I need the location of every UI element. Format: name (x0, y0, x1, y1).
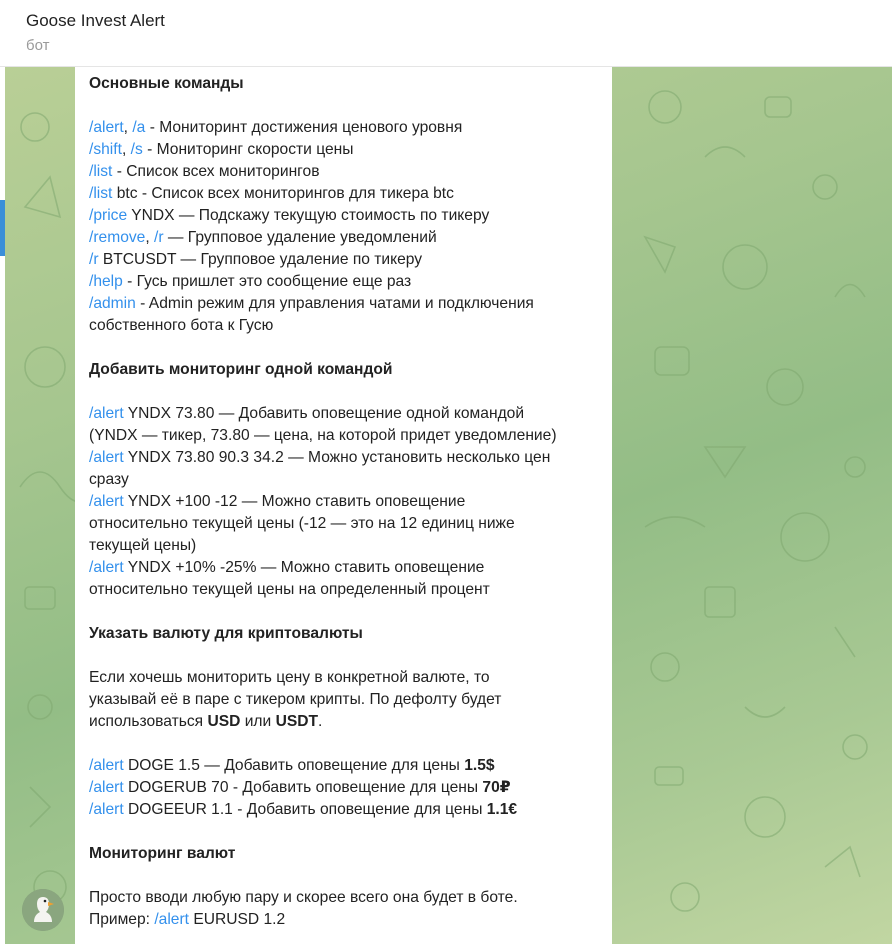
command-line: /list - Список всех мониторингов (89, 163, 320, 180)
command-link[interactable]: /alert (89, 405, 124, 422)
text-line: сразу (89, 471, 129, 488)
text-line: относительно текущей цены (-12 — это на 12 единиц ниже (89, 515, 515, 532)
command-line: /alert, /a - Мониторинт достижения ценового уровня (89, 119, 463, 136)
command-link[interactable]: /shift (89, 141, 122, 158)
command-line: /alert YNDX 73.80 — Добавить оповещение одной командой (89, 405, 525, 422)
command-link[interactable]: /alert (89, 493, 124, 510)
text-line: относительно текущей цены на определенный процент (89, 581, 490, 598)
text-line: Просто вводи любую пару и скорее всего она будет в боте. (89, 889, 518, 906)
text-line: Если хочешь мониторить цену в конкретной валюте, то (89, 669, 490, 686)
price-value: 70₽ (482, 779, 511, 796)
command-link[interactable]: /price (89, 207, 128, 224)
price-value: 1.1€ (486, 801, 518, 818)
chat-title[interactable]: Goose Invest Alert (26, 11, 165, 30)
command-line: /alert DOGERUB 70 - Добавить оповещение для цены 70₽ (89, 779, 511, 796)
command-line: /alert YNDX +10% -25% — Можно ставить оповещение (89, 559, 485, 576)
command-line: Пример: /alert EURUSD 1.2 (89, 911, 286, 928)
command-link[interactable]: /admin (89, 295, 136, 312)
command-link[interactable]: /alert (89, 449, 124, 466)
section-heading-add-monitoring: Добавить мониторинг одной командой (89, 361, 393, 378)
text-line: собственного бота к Гусю (89, 317, 274, 334)
command-link[interactable]: /r (89, 251, 99, 268)
command-link[interactable]: /s (130, 141, 143, 158)
command-line: /remove, /r — Групповое удаление уведомлений (89, 229, 437, 246)
command-link[interactable]: /alert (89, 559, 124, 576)
command-line: /help - Гусь пришлет это сообщение еще раз (89, 273, 412, 290)
command-link[interactable]: /list (89, 185, 113, 202)
command-link[interactable]: /alert (154, 911, 189, 928)
text-line: использоваться USD или USDT. (89, 713, 323, 730)
command-line: /shift, /s - Мониторинг скорости цены (89, 141, 354, 158)
currency-usdt: USDT (275, 713, 319, 730)
command-line: /admin - Admin режим для управления чатами и подключения (89, 295, 534, 312)
command-link[interactable]: /alert (89, 779, 124, 796)
command-link[interactable]: /alert (89, 119, 124, 136)
command-line: /alert DOGE 1.5 — Добавить оповещение для цены 1.5$ (89, 757, 495, 774)
command-line: /price YNDX — Подскажу текущую стоимость по тикеру (89, 207, 490, 224)
goose-avatar-icon[interactable] (22, 889, 64, 931)
text-line: (YNDX — тикер, 73.80 — цена, на которой придет уведомление) (89, 427, 557, 444)
command-link[interactable]: /a (132, 119, 146, 136)
section-heading-currency-monitoring: Мониторинг валют (89, 845, 236, 862)
chat-subtitle: бот (26, 37, 50, 54)
command-link[interactable]: /list (89, 163, 113, 180)
section-heading-crypto-currency: Указать валюту для криптовалюты (89, 625, 363, 642)
section-heading-main-commands: Основные команды (89, 75, 244, 92)
command-line: /alert YNDX 73.80 90.3 34.2 — Можно установить несколько цен (89, 449, 551, 466)
command-link[interactable]: /help (89, 273, 123, 290)
currency-usd: USD (207, 713, 241, 730)
message-bubble (75, 67, 612, 944)
command-line: /alert DOGEEUR 1.1 - Добавить оповещение для цены 1.1€ (89, 801, 518, 818)
command-line: /alert YNDX +100 -12 — Можно ставить оповещение (89, 493, 466, 510)
command-link[interactable]: /alert (89, 801, 124, 818)
chat-header[interactable] (0, 0, 892, 67)
price-value: 1.5$ (464, 757, 495, 774)
command-link[interactable]: /alert (89, 757, 124, 774)
command-line: /r BTCUSDT — Групповое удаление по тикеру (89, 251, 423, 268)
command-link[interactable]: /r (154, 229, 164, 246)
command-link[interactable]: /remove (89, 229, 146, 246)
command-line: /list btc - Список всех мониторингов для тикера btc (89, 185, 454, 202)
text-line: указывай её в паре с тикером крипты. По дефолту будет (89, 691, 502, 708)
text-line: текущей цены) (89, 537, 197, 554)
